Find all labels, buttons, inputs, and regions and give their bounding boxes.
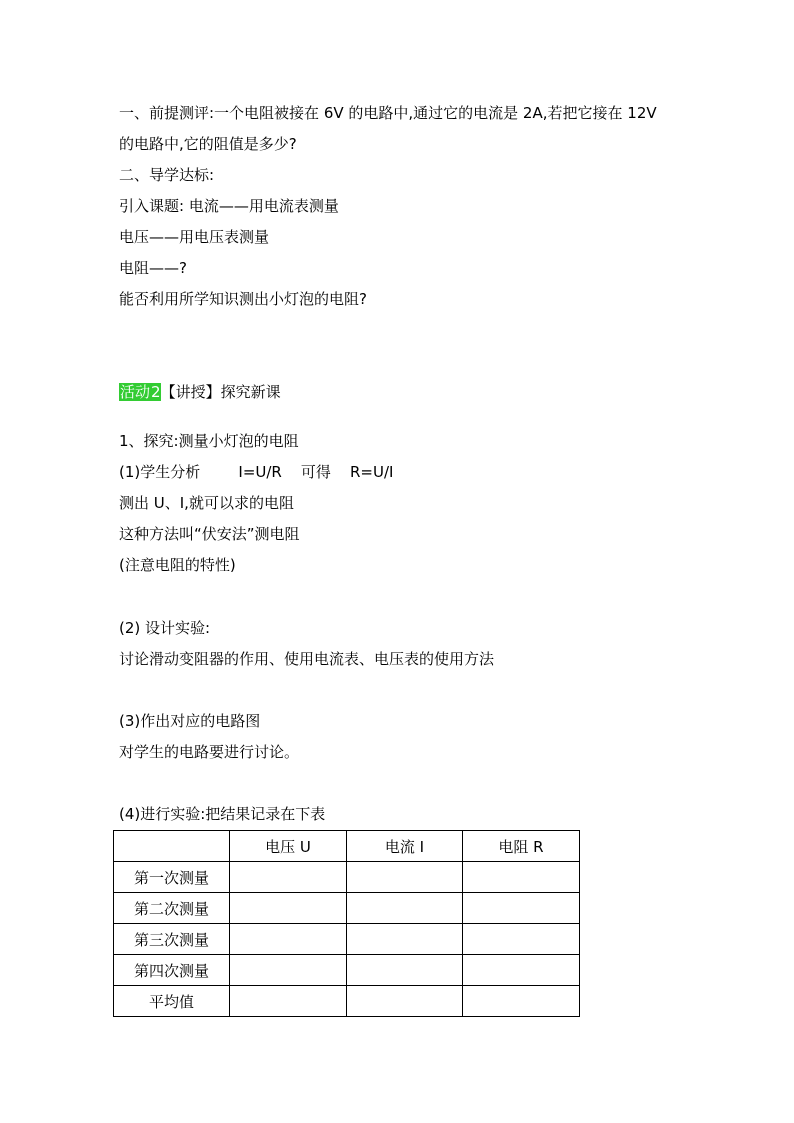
intro-line-voltage: 电压——用电压表测量 [119, 228, 270, 246]
section-heading-guided-learning: 二、导学达标: [119, 166, 215, 184]
activity-label: 活动 [120, 383, 151, 401]
table-header-row [114, 831, 580, 862]
body-line-9: 对学生的电路要进行讨论。 [119, 743, 300, 761]
table-row [114, 924, 580, 955]
row-label: 第二次测量 [114, 893, 230, 924]
activity-number: 2 [151, 383, 161, 401]
table-cell [347, 862, 463, 893]
table-cell [347, 924, 463, 955]
body-line-3: 测出 U、I,就可以求的电阻 [119, 494, 294, 512]
body-line-2: (1)学生分析 I=U/R 可得 R=U/I [119, 463, 394, 481]
body-line-5: (注意电阻的特性) [119, 556, 236, 574]
table-cell [463, 955, 580, 986]
table-cell [230, 955, 347, 986]
table-cell [463, 986, 580, 1017]
table-row [114, 893, 580, 924]
table-cell [230, 986, 347, 1017]
body-line-10: (4)进行实验:把结果记录在下表 [119, 805, 326, 823]
record-table [113, 830, 580, 1017]
intro-line-2: 的电路中,它的阻值是多少? [119, 135, 297, 153]
table-cell [347, 893, 463, 924]
activity-title: 【讲授】探究新课 [160, 383, 281, 401]
table-cell [230, 862, 347, 893]
body-line-8: (3)作出对应的电路图 [119, 712, 261, 730]
body-line-6: (2) 设计实验: [119, 619, 211, 637]
row-label: 平均值 [114, 986, 230, 1017]
intro-line-question: 能否利用所学知识测出小灯泡的电阻? [119, 290, 367, 308]
body-line-4: 这种方法叫“伏安法”测电阻 [119, 525, 300, 543]
table-header-cell: 电阻 R [463, 831, 580, 862]
table-cell [463, 862, 580, 893]
table-header-cell: 电流 I [347, 831, 463, 862]
table-row [114, 986, 580, 1017]
row-label: 第一次测量 [114, 862, 230, 893]
table-cell [230, 893, 347, 924]
row-label: 第三次测量 [114, 924, 230, 955]
table-header-cell: 电压 U [230, 831, 347, 862]
table-cell [347, 986, 463, 1017]
body-line-7: 讨论滑动变阻器的作用、使用电流表、电压表的使用方法 [119, 650, 495, 668]
table-row [114, 955, 580, 986]
activity-heading [119, 382, 281, 402]
intro-line-1: 一、前提测评:一个电阻被接在 6V 的电路中,通过它的电流是 2A,若把它接在 12V [119, 104, 657, 122]
intro-line-topic: 引入课题: 电流——用电流表测量 [119, 197, 339, 215]
table-cell [347, 955, 463, 986]
row-label: 第四次测量 [114, 955, 230, 986]
table-header-cell [114, 831, 230, 862]
table-cell [463, 893, 580, 924]
body-line-1: 1、探究:测量小灯泡的电阻 [119, 432, 299, 450]
intro-line-resistance: 电阻——? [119, 259, 187, 277]
table-cell [230, 924, 347, 955]
table-row [114, 862, 580, 893]
table-cell [463, 924, 580, 955]
